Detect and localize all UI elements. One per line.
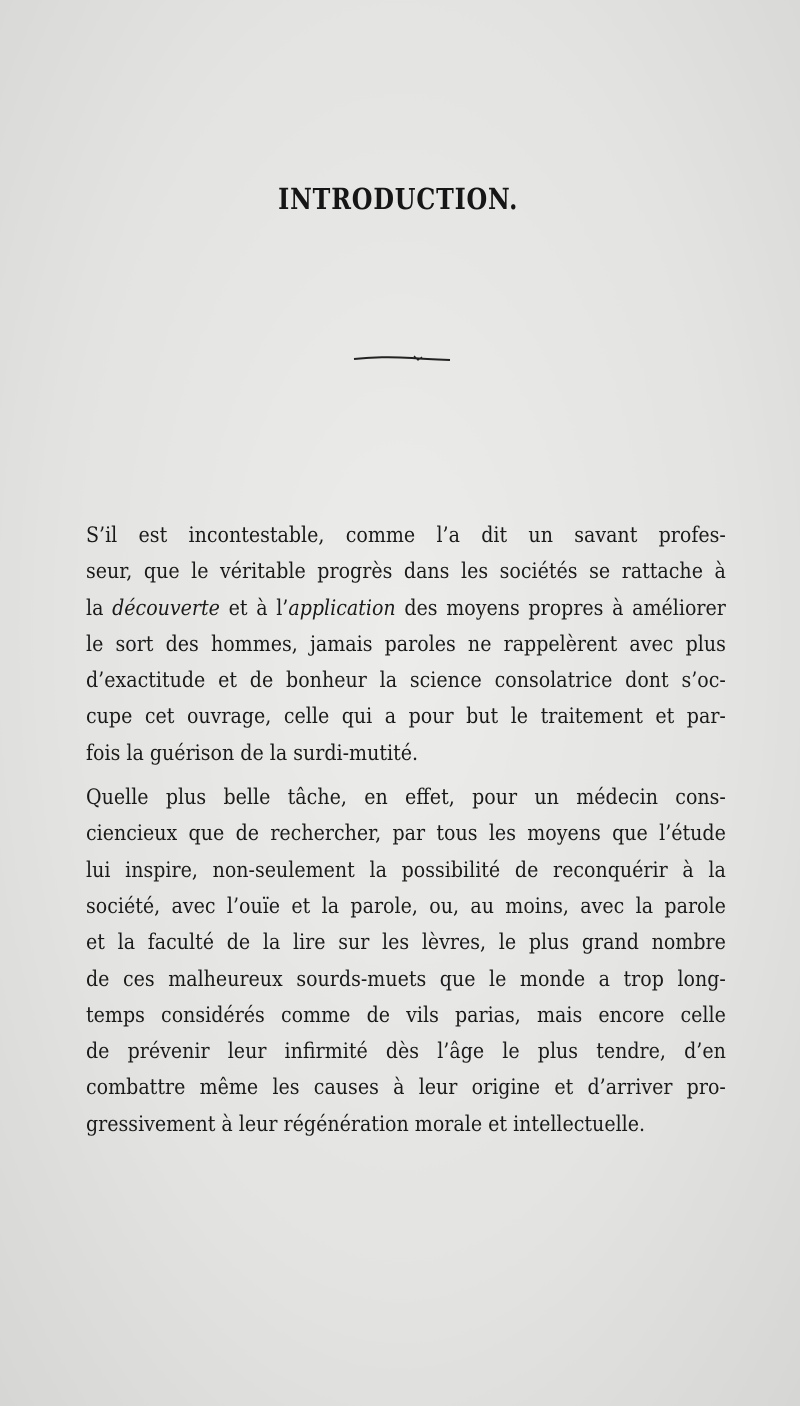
text-line: de ces malheureux sourds-muets que le monde a trop long- xyxy=(86,966,726,992)
text-line: fois la guérison de la surdi-mutité. xyxy=(86,740,419,766)
text-line: S’il est incontestable, comme l’a dit un savant profes- xyxy=(86,523,726,548)
text-line: de prévenir leur infirmité dès l’âge le plus tendre, d’en xyxy=(86,1039,726,1065)
text-span: des moyens propres à améliorer xyxy=(395,595,726,621)
body-text xyxy=(86,518,726,1143)
text-line: lui inspire, non-seulement la possibilité de reconquérir à la xyxy=(86,857,726,883)
text-line: temps considérés comme de vils parias, mais encore celle xyxy=(86,1002,726,1028)
emphasis-decouverte: découverte xyxy=(112,595,220,621)
text-line-with-emphasis xyxy=(86,591,726,627)
title-ornament-rule xyxy=(352,352,452,366)
text-line: seur, que le véritable progrès dans les sociétés se rattache à xyxy=(86,559,726,585)
text-line: le sort des hommes, jamais paroles ne rappelèrent avec plus xyxy=(86,631,726,657)
text-line: gressivement à leur régénération morale et intellectuelle. xyxy=(86,1111,646,1137)
text-line: et la faculté de la lire sur les lèvres, le plus grand nombre xyxy=(86,930,726,956)
emphasis-application: application xyxy=(288,595,396,621)
text-line: d’exactitude et de bonheur la science consolatrice dont s’oc- xyxy=(86,668,726,694)
text-line: ciencieux que de rechercher, par tous les moyens que l’étude xyxy=(86,821,726,847)
text-span: la xyxy=(86,595,113,621)
paragraph-2 xyxy=(86,780,726,1143)
paragraph-1 xyxy=(86,518,726,772)
page-title: INTRODUCTION. xyxy=(278,182,519,216)
text-line: cupe cet ouvrage, celle qui a pour but le traitement et par- xyxy=(86,704,726,730)
text-line: société, avec l’ouïe et la parole, ou, au moins, avec la parole xyxy=(86,893,726,919)
text-span: et à l’ xyxy=(219,595,289,621)
text-line: combattre même les causes à leur origine et d’arriver pro- xyxy=(86,1075,726,1101)
text-line: Quelle plus belle tâche, en effet, pour un médecin cons- xyxy=(86,785,726,811)
